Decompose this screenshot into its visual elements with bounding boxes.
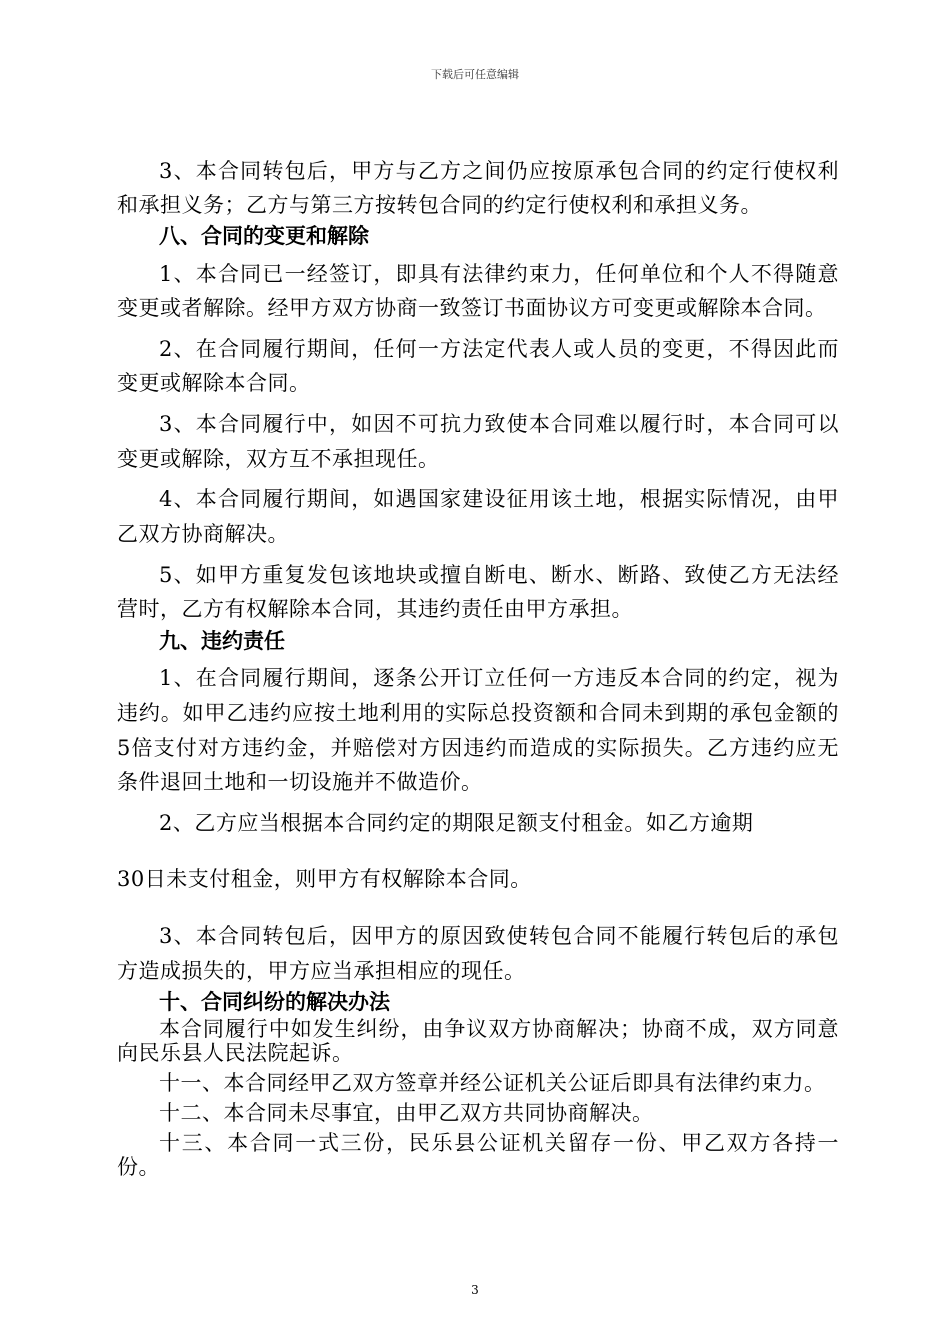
- section-10-heading: 十、合同纠纷的解决办法: [159, 990, 390, 1015]
- clause-8-1: 1、本合同已一经签订，即具有法律约束力，任何单位和个人不得随意变更或者解除。经甲方双方协商一致签订书面协议方可变更或解除本合同。: [117, 261, 839, 321]
- clause-9-2-line1: 2、乙方应当根据本合同约定的期限足额支付租金。如乙方逾期: [159, 810, 754, 835]
- clause-12: 十二、本合同未尽事宜，由甲乙双方共同协商解决。: [159, 1101, 654, 1126]
- clause-8-3: 3、本合同履行中，如因不可抗力致使本合同难以履行时，本合同可以变更或解除，双方互不承担现任。: [117, 412, 839, 471]
- clause-8-5: 5、如甲方重复发包该地块或擅自断电、断水、断路、致使乙方无法经营时，乙方有权解除本合同，其违约责任由甲方承担。: [117, 562, 839, 622]
- section-9-heading: 九、违约责任: [159, 628, 285, 653]
- header-note: 下载后可任意编辑: [431, 68, 519, 81]
- clause-9-3: 3、本合同转包后，因甲方的原因致使转包合同不能履行转包后的承包方造成损失的，甲方应当承担相应的现任。: [117, 924, 839, 983]
- document-body: [117, 155, 839, 1180]
- clause-13: 十三、本合同一式三份，民乐县公证机关留存一份、甲乙双方各持一份。: [117, 1131, 839, 1180]
- clause-9-2-line2: 30日未支付租金，则甲方有权解除本合同。: [117, 867, 532, 892]
- page-number: 3: [471, 1283, 479, 1297]
- clause-8-2: 2、在合同履行期间，任何一方法定代表人或人员的变更，不得因此而变更或解除本合同。: [117, 336, 839, 396]
- section-8-heading: 八、合同的变更和解除: [159, 224, 369, 249]
- clause-7-3: 3、本合同转包后，甲方与乙方之间仍应按原承包合同的约定行使权利和承担义务；乙方与第三方按转包合同的约定行使权利和承担义务。: [117, 159, 839, 217]
- clause-10: 本合同履行中如发生纠纷，由争议双方协商解决；协商不成，双方同意向民乐县人民法院起诉。: [117, 1016, 839, 1065]
- clause-8-4: 4、本合同履行期间，如遇国家建设征用该土地，根据实际情况，由甲乙双方协商解决。: [117, 487, 839, 547]
- clause-9-1: 1、在合同履行期间，逐条公开订立任何一方违反本合同的约定，视为违约。如甲乙违约应按土地利用的实际总投资额和合同未到期的承包金额的5倍支付对方违约金，并赔偿对方因违约而造成的实际损失。乙方违约应无条件退回土地和一切设施并不做造价。: [117, 666, 839, 795]
- clause-11: 十一、本合同经甲乙双方签章并经公证机关公证后即具有法律约束力。: [159, 1071, 826, 1096]
